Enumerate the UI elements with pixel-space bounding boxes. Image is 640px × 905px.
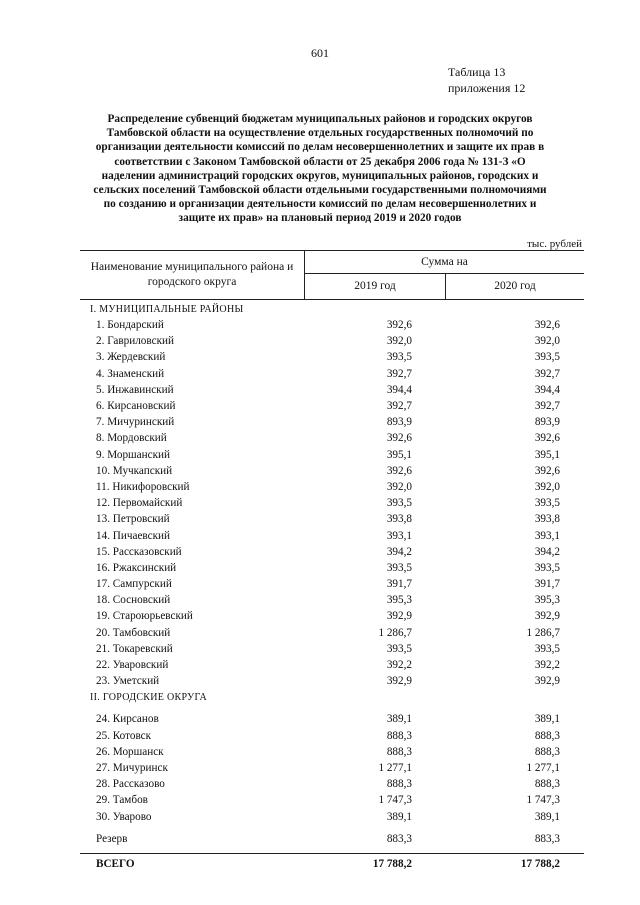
row-name: 14. Пичаевский <box>96 529 170 542</box>
table-row <box>80 366 584 382</box>
row-name: 30. Уварово <box>96 810 152 823</box>
row-value-2019: 883,3 <box>386 832 412 845</box>
row-name: 21. Токаревский <box>96 642 173 655</box>
municipal-districts-rows <box>80 317 584 689</box>
table-row <box>80 527 584 543</box>
table-row <box>80 430 584 446</box>
section-municipal-districts: I. МУНИЦИПАЛЬНЫЕ РАЙОНЫ <box>90 303 244 315</box>
header-name-column: Наименование муниципального района и городского округа <box>80 251 305 299</box>
row-value-2019: 1 286,7 <box>378 626 412 639</box>
row-value-2019: 395,1 <box>386 448 412 461</box>
row-value-2019: 392,9 <box>386 610 412 623</box>
row-value-2020: 893,9 <box>534 416 560 429</box>
row-value-2019: 393,1 <box>386 529 412 542</box>
row-name: 17. Сампурский <box>96 578 172 591</box>
row-name: 15. Рассказовский <box>96 545 182 558</box>
row-value-2019: 391,7 <box>386 578 412 591</box>
table-header <box>80 250 584 300</box>
header-sum: Сумма на <box>305 251 584 274</box>
table-row <box>80 792 584 808</box>
table-row <box>80 808 584 824</box>
row-value-2020: 1 277,1 <box>526 761 560 774</box>
row-value-2020: 394,2 <box>534 545 560 558</box>
table-row <box>80 744 584 760</box>
row-value-2020: 393,5 <box>534 351 560 364</box>
header-year-2020: 2020 год <box>494 280 536 292</box>
city-districts-rows <box>80 711 584 824</box>
table-row <box>80 625 584 641</box>
row-value-2019: 393,8 <box>386 513 412 526</box>
row-value-2020: 392,7 <box>534 400 560 413</box>
row-value-2020: 395,3 <box>534 594 560 607</box>
table-row <box>80 414 584 430</box>
table-row <box>80 560 584 576</box>
row-name: 24. Кирсанов <box>96 713 159 726</box>
row-value-2020: 389,1 <box>534 713 560 726</box>
header-year-2019: 2019 год <box>305 274 446 299</box>
row-value-2020: 395,1 <box>534 448 560 461</box>
row-value-2020: 392,0 <box>534 335 560 348</box>
table-row <box>80 333 584 349</box>
row-value-2019: 392,6 <box>386 432 412 445</box>
row-value-2020: 392,2 <box>534 659 560 672</box>
total-value-2020: 17 788,2 <box>520 857 560 870</box>
row-name: 27. Мичуринск <box>96 761 168 774</box>
row-value-2020: 1 286,7 <box>526 626 560 639</box>
row-value-2020: 393,5 <box>534 642 560 655</box>
row-value-2020: 389,1 <box>534 810 560 823</box>
row-value-2019: 392,6 <box>386 319 412 332</box>
row-value-2020: 392,0 <box>534 480 560 493</box>
table-row <box>80 673 584 689</box>
units-label: тыс. рублей <box>527 238 582 250</box>
row-value-2020: 392,6 <box>534 464 560 477</box>
table-row <box>80 592 584 608</box>
table-row <box>80 398 584 414</box>
total-value-2019: 17 788,2 <box>372 857 412 870</box>
row-value-2020: 392,7 <box>534 367 560 380</box>
total-label: ВСЕГО <box>96 857 135 870</box>
document-title: Распределение субвенций бюджетам муниципальных районов и городских округов Тамбовской области на осуществление отдельных государственных полномочий по организации деятельности комиссий по делам несовершеннолетних и защите их прав в соответствии с Законом Тамбовской области от 25 декабря 2006 года № 131-З «О наделении администраций городских округов, муниципальных районов, городских и сельских поселений Тамбовской области отдельными государственными полномочиями по созданию и организации деятельности комиссий по делам несовершеннолетних и защите их прав» на плановый период 2019 и 2020 годов <box>93 113 547 225</box>
row-name: 12. Первомайский <box>96 497 183 510</box>
table-reference: Таблица 13 <box>448 65 506 79</box>
table-row <box>80 776 584 792</box>
row-value-2019: 1 747,3 <box>378 794 412 807</box>
table-row <box>80 641 584 657</box>
row-value-2019: 1 277,1 <box>378 761 412 774</box>
row-value-2019: 888,3 <box>386 745 412 758</box>
reserve-row <box>80 831 584 847</box>
table-row <box>80 657 584 673</box>
appendix-reference: приложения 12 <box>448 81 526 95</box>
row-value-2020: 888,3 <box>534 729 560 742</box>
row-value-2019: 392,0 <box>386 335 412 348</box>
row-value-2019: 893,9 <box>386 416 412 429</box>
row-value-2019: 395,3 <box>386 594 412 607</box>
row-name: 3. Жердевский <box>96 351 166 364</box>
table-row <box>80 608 584 624</box>
table-row <box>80 576 584 592</box>
row-value-2019: 393,5 <box>386 497 412 510</box>
total-row <box>80 856 584 872</box>
row-name: 23. Уметский <box>96 675 160 688</box>
row-name: 4. Знаменский <box>96 367 165 380</box>
row-value-2019: 393,5 <box>386 561 412 574</box>
table-row <box>80 711 584 727</box>
table-body <box>80 301 584 872</box>
row-value-2020: 393,8 <box>534 513 560 526</box>
table-row <box>80 511 584 527</box>
table-row <box>80 479 584 495</box>
row-name: Резерв <box>96 832 128 845</box>
row-value-2019: 888,3 <box>386 778 412 791</box>
row-name: 7. Мичуринский <box>96 416 175 429</box>
row-name: 16. Ржаксинский <box>96 561 177 574</box>
row-value-2019: 392,2 <box>386 659 412 672</box>
row-name: 20. Тамбовский <box>96 626 171 639</box>
page-number: 601 <box>311 46 329 60</box>
row-name: 10. Мучкапский <box>96 464 173 477</box>
row-value-2019: 393,5 <box>386 351 412 364</box>
row-value-2020: 391,7 <box>534 578 560 591</box>
row-name: 28. Рассказово <box>96 778 165 791</box>
row-value-2020: 888,3 <box>534 745 560 758</box>
row-name: 11. Никифоровский <box>96 480 190 493</box>
row-name: 2. Гавриловский <box>96 335 174 348</box>
row-value-2020: 392,9 <box>534 675 560 688</box>
row-value-2019: 394,2 <box>386 545 412 558</box>
row-name: 9. Моршанский <box>96 448 170 461</box>
row-value-2020: 394,4 <box>534 383 560 396</box>
row-value-2019: 392,9 <box>386 675 412 688</box>
row-value-2020: 883,3 <box>534 832 560 845</box>
row-value-2020: 393,5 <box>534 561 560 574</box>
row-name: 6. Кирсановский <box>96 400 176 413</box>
row-value-2019: 389,1 <box>386 810 412 823</box>
table-row <box>80 447 584 463</box>
table-row <box>80 349 584 365</box>
row-value-2019: 393,5 <box>386 642 412 655</box>
row-value-2020: 392,6 <box>534 432 560 445</box>
table-row <box>80 760 584 776</box>
row-value-2019: 392,7 <box>386 367 412 380</box>
subsidy-table <box>80 250 584 872</box>
row-name: 1. Бондарский <box>96 319 164 332</box>
table-row <box>80 544 584 560</box>
row-value-2020: 393,5 <box>534 497 560 510</box>
row-value-2020: 888,3 <box>534 778 560 791</box>
table-row <box>80 728 584 744</box>
row-value-2019: 392,0 <box>386 480 412 493</box>
row-name: 25. Котовск <box>96 729 152 742</box>
row-name: 8. Мордовский <box>96 432 167 445</box>
row-value-2019: 888,3 <box>386 729 412 742</box>
table-row <box>80 495 584 511</box>
row-name: 26. Моршанск <box>96 745 164 758</box>
row-value-2019: 392,7 <box>386 400 412 413</box>
row-name: 22. Уваровский <box>96 659 169 672</box>
row-value-2020: 392,9 <box>534 610 560 623</box>
row-name: 29. Тамбов <box>96 794 148 807</box>
row-value-2020: 392,6 <box>534 319 560 332</box>
row-name: 18. Сосновский <box>96 594 171 607</box>
row-value-2019: 392,6 <box>386 464 412 477</box>
table-row <box>80 382 584 398</box>
row-name: 13. Петровский <box>96 513 170 526</box>
row-name: 19. Староюрьевский <box>96 610 193 623</box>
table-row <box>80 463 584 479</box>
row-value-2019: 389,1 <box>386 713 412 726</box>
row-value-2020: 393,1 <box>534 529 560 542</box>
row-value-2020: 1 747,3 <box>526 794 560 807</box>
section-city-districts: II. ГОРОДСКИЕ ОКРУГА <box>90 691 208 703</box>
row-value-2019: 394,4 <box>386 383 412 396</box>
row-name: 5. Инжавинский <box>96 383 174 396</box>
table-row <box>80 317 584 333</box>
